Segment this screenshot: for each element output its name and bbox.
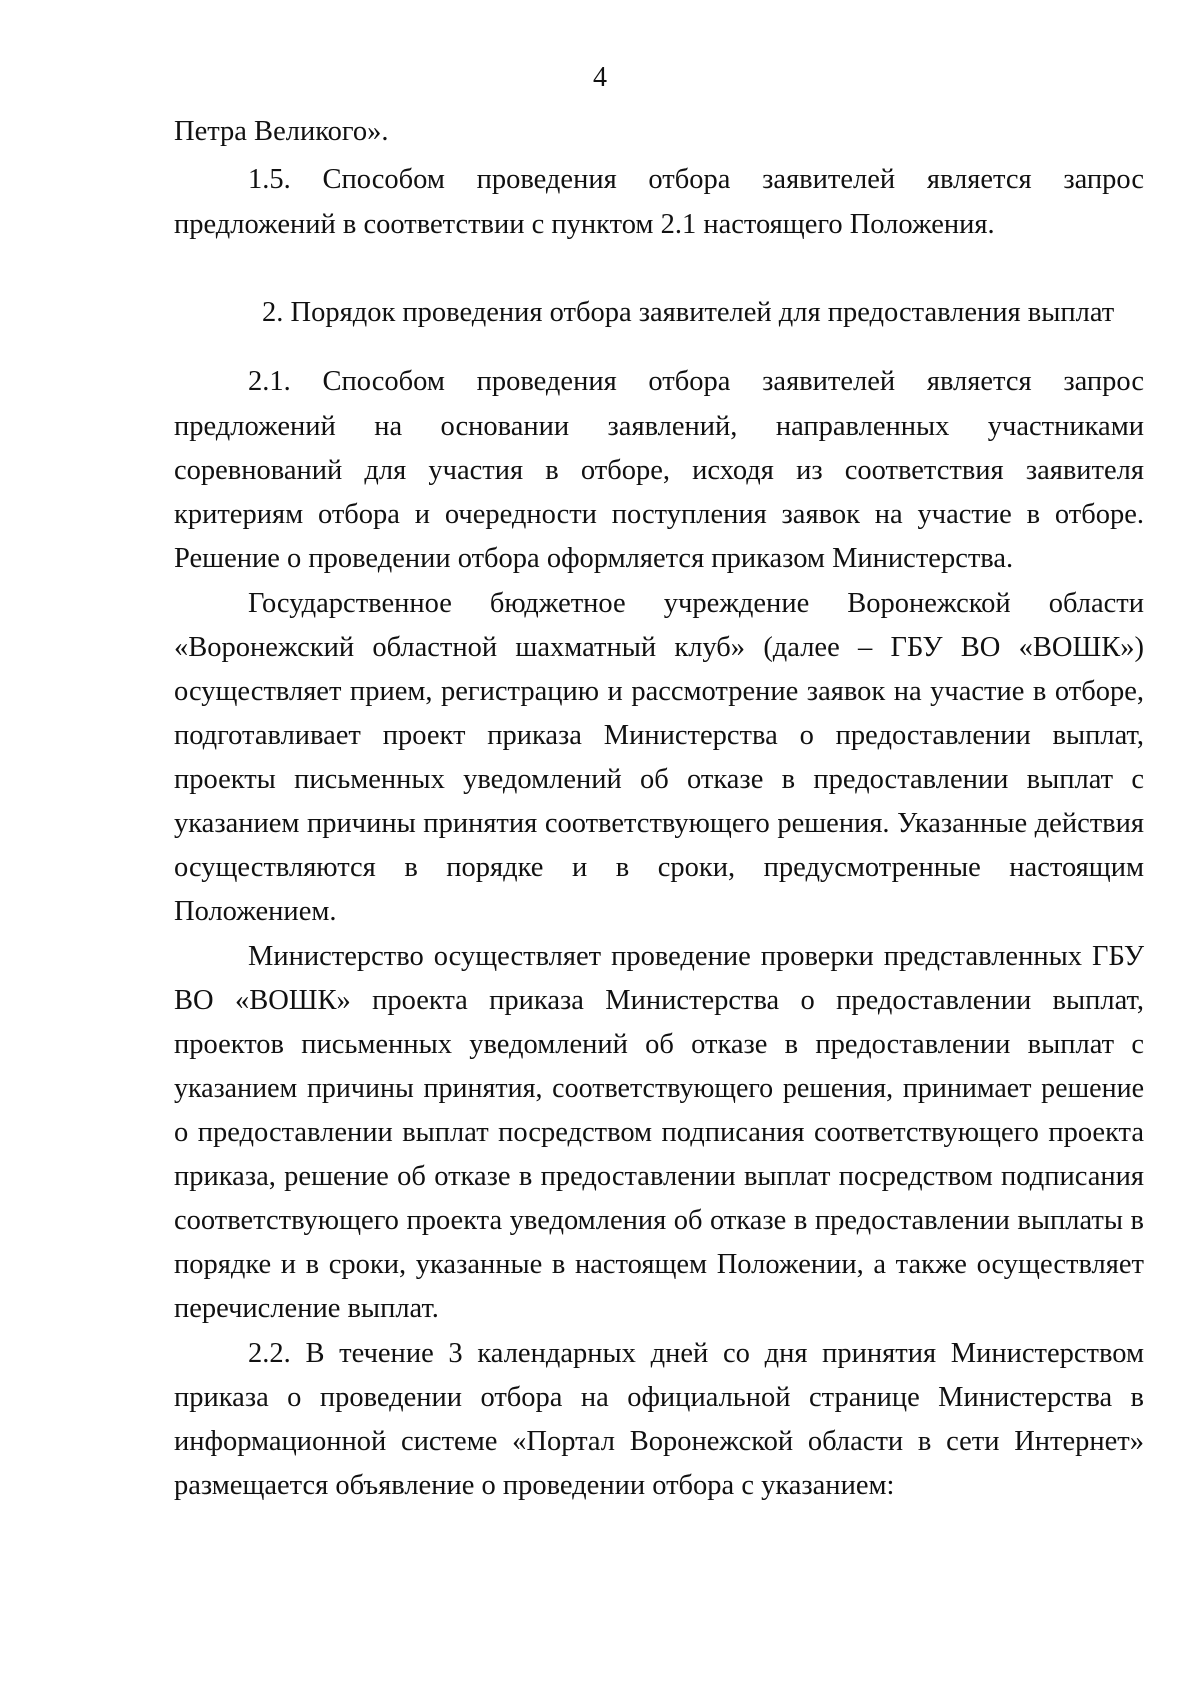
text-line: критериям отбора и очередности поступления заявок на участие в отборе. bbox=[174, 499, 1144, 530]
text-line: Петра Великого». bbox=[174, 116, 389, 147]
text-line: о предоставлении выплат посредством подписания соответствующего проекта bbox=[174, 1117, 1144, 1148]
text-line: приказа о проведении отбора на официальной странице Министерства в bbox=[174, 1382, 1144, 1413]
text-line: Министерство осуществляет проведение проверки представленных ГБУ bbox=[248, 941, 1144, 972]
text-line: Решение о проведении отбора оформляется приказом Министерства. bbox=[174, 543, 1014, 574]
section-heading: 2. Порядок проведения отбора заявителей для предоставления выплат bbox=[262, 297, 1115, 328]
text-line: осуществляет прием, регистрацию и рассмотрение заявок на участие в отборе, bbox=[174, 676, 1144, 707]
text-line: подготавливает проект приказа Министерства о предоставлении выплат, bbox=[174, 720, 1144, 751]
text-line: осуществляются в порядке и в сроки, предусмотренные настоящим bbox=[174, 852, 1144, 883]
text-line: указанием причины принятия соответствующего решения. Указанные действия bbox=[174, 808, 1144, 839]
text-line: 2.2. В течение 3 календарных дней со дня принятия Министерством bbox=[248, 1338, 1144, 1369]
text-line: проектов письменных уведомлений об отказе в предоставлении выплат с bbox=[174, 1029, 1144, 1060]
text-line: размещается объявление о проведении отбора с указанием: bbox=[174, 1470, 895, 1501]
text-line: порядке и в сроки, указанные в настоящем Положении, а также осуществляет bbox=[174, 1249, 1144, 1280]
text-line: Положением. bbox=[174, 896, 337, 927]
text-line: 1.5. Способом проведения отбора заявителей является запрос bbox=[248, 164, 1144, 195]
page-number: 4 bbox=[593, 62, 607, 93]
text-line: «Воронежский областной шахматный клуб» (далее – ГБУ ВО «ВОШК») bbox=[174, 632, 1144, 663]
text-line: предложений на основании заявлений, направленных участниками bbox=[174, 411, 1144, 442]
text-line: ВО «ВОШК» проекта приказа Министерства о предоставлении выплат, bbox=[174, 985, 1144, 1016]
text-line: приказа, решение об отказе в предоставлении выплат посредством подписания bbox=[174, 1161, 1144, 1192]
text-line: указанием причины принятия, соответствующего решения, принимает решение bbox=[174, 1073, 1144, 1104]
text-line: перечисление выплат. bbox=[174, 1293, 439, 1324]
text-line: предложений в соответствии с пунктом 2.1 настоящего Положения. bbox=[174, 209, 995, 240]
text-line: информационной системе «Портал Воронежской области в сети Интернет» bbox=[174, 1426, 1144, 1457]
text-line: 2.1. Способом проведения отбора заявителей является запрос bbox=[248, 366, 1144, 397]
text-line: соревнований для участия в отборе, исходя из соответствия заявителя bbox=[174, 455, 1144, 486]
text-line: проекты письменных уведомлений об отказе в предоставлении выплат с bbox=[174, 764, 1144, 795]
text-line: Государственное бюджетное учреждение Воронежской области bbox=[248, 588, 1144, 619]
text-line: соответствующего проекта уведомления об отказе в предоставлении выплаты в bbox=[174, 1205, 1144, 1236]
